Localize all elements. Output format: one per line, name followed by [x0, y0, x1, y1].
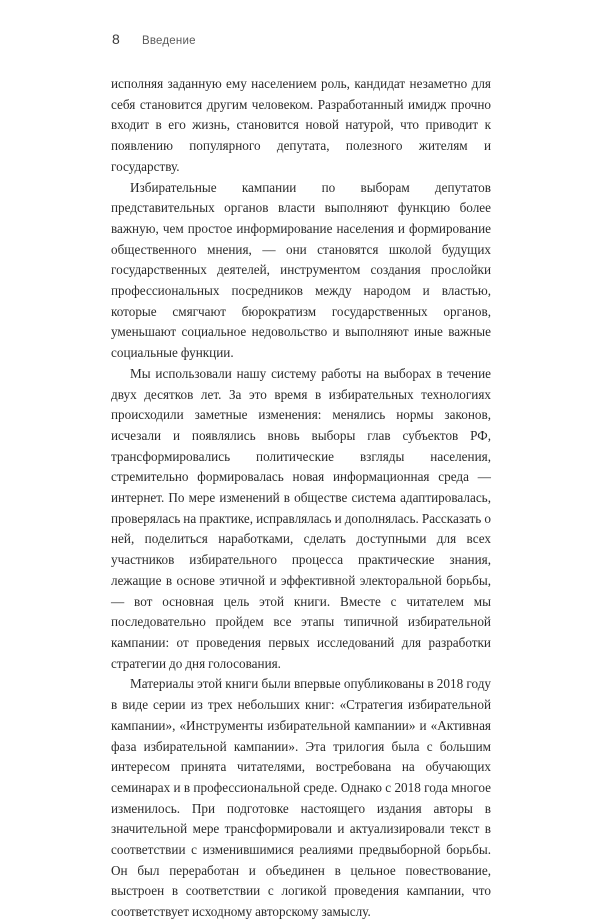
paragraph: Материалы этой книги были впервые опубликованы в 2018 году в виде серии из трех небольших книг: «Стратегия избирательной кампании», «Инструменты избирательной кампании» и «Активная фаза избирательной кампании». Эта трилогия была с большим интересом принята читателями, востребована на обучающих семинарах и в профессиональной среде. Однако с 2018 года многое изменилось. При подготовке настоящего издания авторы в значительной мере трансформировали и актуализировали текст в соответствии с изменившимися реалиями предвыборной борьбы. Он был переработан и объединен в цельное повествование, выстроен в соответствии с логикой проведения кампании, что соответствует исходному авторскому замыслу.	[111, 676, 491, 920]
paragraph-continuation: исполняя заданную ему населением роль, кандидат незаметно для себя становится другим человеком. Разработанный имидж прочно входит в его жизнь, становится новой натурой, что приводит к появлению популярного депутата, полезного жителям и государству.	[111, 76, 491, 174]
paragraph: Мы использовали нашу систему работы на выборах в течение двух десятков лет. За это время в избирательных технологиях происходили заметные изменения: менялись нормы законов, исчезали и появлялись вновь выборы глав субъектов РФ, трансформировались политические взгляды населения, стремительно формировалась новая информационная среда — интернет. По мере изменений в обществе система адаптировалась, проверялась на практике, исправлялась и дополнялась. Рассказать о ней, поделиться наработками, сделать доступными для всех участников избирательного процесса практические знания, лежащие в основе этичной и эффективной электоральной борьбы, — вот основная цель этой книги. Вместе с читателем мы последовательно пройдем все этапы типичной избирательной кампании: от проведения первых исследований для разработки стратегии до дня голосования.	[111, 365, 491, 671]
page-body	[111, 74, 491, 923]
page-number: 8	[112, 31, 120, 47]
paragraph: Избирательные кампании по выборам депутатов представительных органов власти выполняют функцию более важную, чем простое информирование населения и формирование общественного мнения, — они становятся школой будущих государственных деятелей, инструментом создания прослойки профессиональных посредников между народом и властью, которые смягчают бюрократизм государственных органов, уменьшают социальное недовольство и выполняют иные важные социальные функции.	[111, 179, 491, 361]
running-title: Введение	[142, 35, 196, 47]
page-header	[112, 31, 196, 53]
